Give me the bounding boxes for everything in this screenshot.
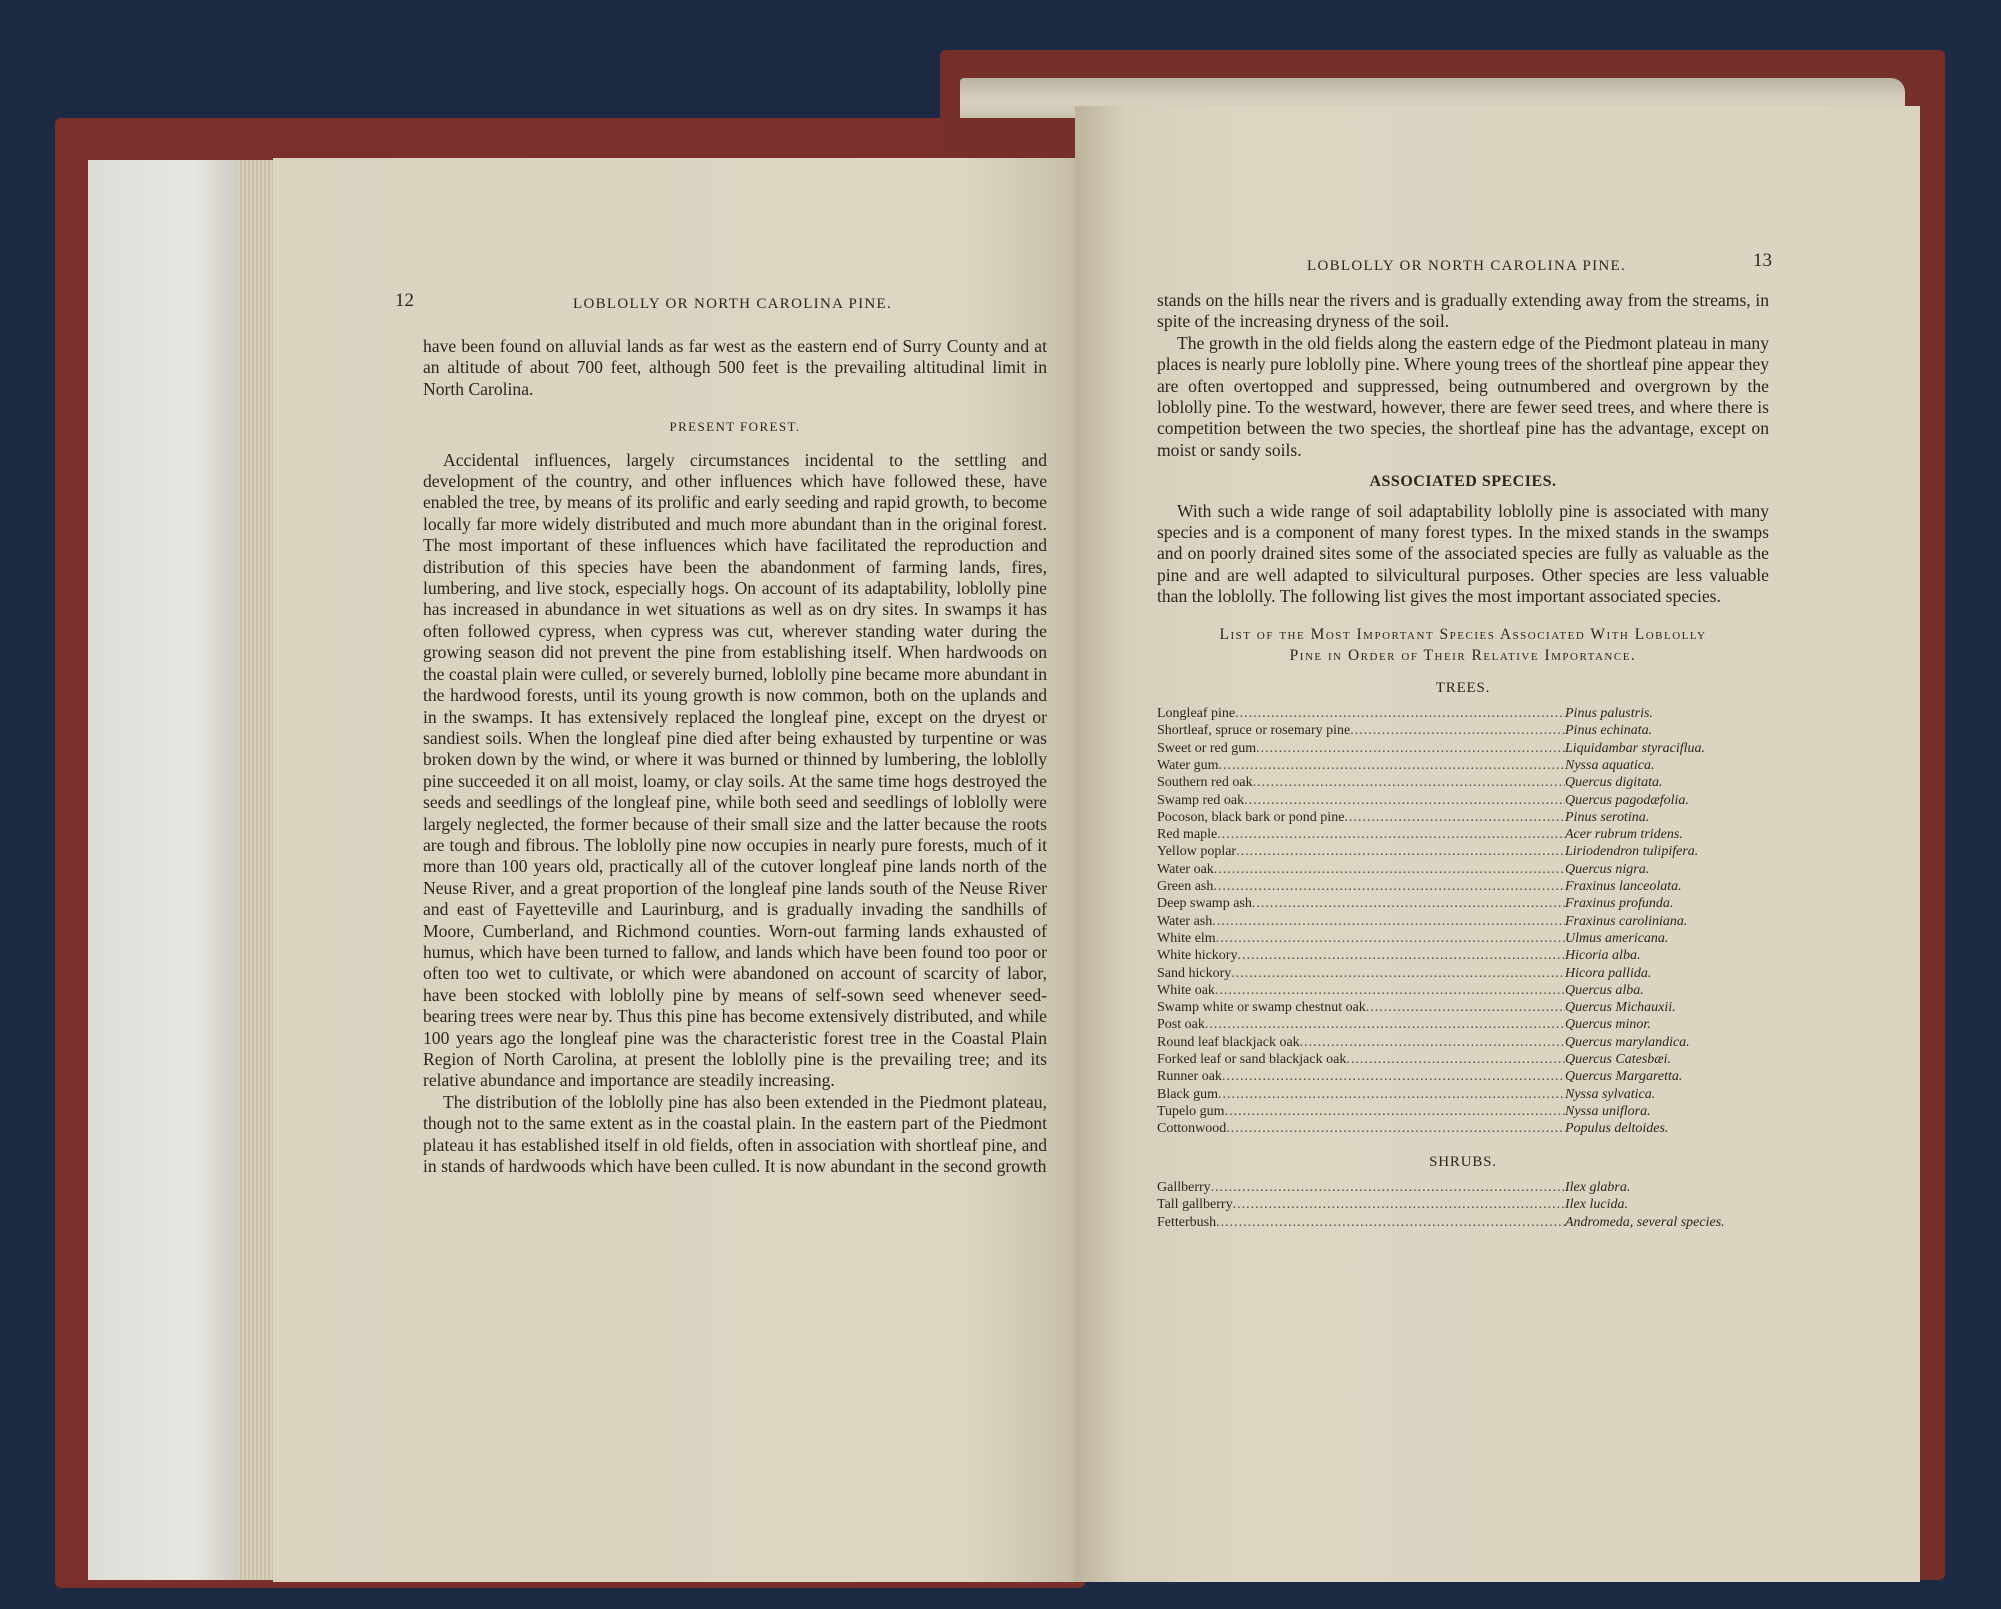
common-name: Southern red oak xyxy=(1157,775,1253,791)
common-name: Sand hickory xyxy=(1157,965,1232,981)
dot-leader xyxy=(1213,878,1565,895)
dot-leader xyxy=(1216,930,1565,947)
dot-leader xyxy=(1205,1016,1565,1033)
scientific-name: Quercus nigra. xyxy=(1565,861,1650,877)
common-name: Swamp white or swamp chestnut oak xyxy=(1157,1000,1366,1016)
dot-leader xyxy=(1237,947,1565,964)
section-heading: ASSOCIATED SPECIES. xyxy=(1369,473,1557,491)
species-row xyxy=(1157,999,1775,1016)
common-name: Tupelo gum xyxy=(1157,1103,1225,1119)
dot-leader xyxy=(1222,1068,1565,1085)
scientific-name: Fraxinus profunda. xyxy=(1565,896,1674,912)
species-row xyxy=(1157,843,1775,860)
common-name: Sweet or red gum xyxy=(1157,740,1257,756)
scientific-name: Andromeda, several species. xyxy=(1565,1214,1725,1230)
paragraph: The distribution of the loblolly pine has also been extended in the Piedmont plateau, though not to the same extent as in the coastal plain. In the eastern part of the Piedmont plateau it has established itself in old fields, often in association with shortleaf pine, and in stands of hardwoods which have been culled. It is now abundant in the second growth xyxy=(423,1091,1047,1177)
scientific-name: Quercus pagodæfolia. xyxy=(1565,792,1689,808)
scientific-name: Quercus minor. xyxy=(1565,1017,1651,1033)
common-name: Shortleaf, spruce or rosemary pine xyxy=(1157,723,1351,739)
scientific-name: Pinus serotina. xyxy=(1565,809,1650,825)
species-row xyxy=(1157,757,1775,774)
dot-leader xyxy=(1233,1196,1565,1213)
dot-leader xyxy=(1235,705,1565,722)
species-row xyxy=(1157,1120,1775,1137)
common-name: Green ash xyxy=(1157,879,1214,895)
left-running-head xyxy=(395,290,1085,336)
species-row xyxy=(1157,930,1775,947)
dot-leader xyxy=(1212,913,1565,930)
paragraph: The growth in the old fields along the eastern edge of the Piedmont plateau in many places is nearly pure loblolly pine. Where young trees of the shortleaf pine appear they are often overtopped and suppressed, being outnumbered and overgrown by the loblolly pine. To the westward, however, there are fewer seed trees, and where there is competition between the two species, the shortleaf pine has the advantage, except on moist or sandy soils. xyxy=(1157,332,1769,460)
species-row xyxy=(1157,982,1775,999)
trees-list xyxy=(1157,705,1775,1137)
species-row xyxy=(1157,878,1775,895)
common-name: Post oak xyxy=(1157,1017,1205,1033)
species-row xyxy=(1157,740,1775,757)
scientific-name: Ilex glabra. xyxy=(1565,1179,1631,1195)
scientific-name: Fraxinus lanceolata. xyxy=(1565,879,1682,895)
species-row xyxy=(1157,1214,1775,1231)
dot-leader xyxy=(1253,774,1565,791)
section-heading: PRESENT FOREST. xyxy=(669,419,801,435)
species-row xyxy=(1157,913,1775,930)
dot-leader xyxy=(1211,1179,1565,1196)
right-body xyxy=(1157,290,1769,1231)
dot-leader xyxy=(1214,861,1565,878)
species-row xyxy=(1157,1016,1775,1033)
dot-leader xyxy=(1236,843,1565,860)
species-row xyxy=(1157,895,1775,912)
shrubs-heading: SHRUBS. xyxy=(1429,1153,1497,1170)
scientific-name: Nyssa sylvatica. xyxy=(1565,1086,1656,1102)
dot-leader xyxy=(1366,999,1565,1016)
dot-leader xyxy=(1225,1103,1565,1120)
trees-heading: TREES. xyxy=(1435,679,1491,696)
paragraph: have been found on alluvial lands as far west as the eastern end of Surry County and at an altitude of about 700 feet, although 500 feet is the prevailing altitudinal limit in North Carolina. xyxy=(423,336,1047,399)
scientific-name: Liquidambar styraciflua. xyxy=(1565,740,1706,756)
running-title: LOBLOLLY OR NORTH CAROLINA PINE. xyxy=(573,296,893,312)
common-name: Pocoson, black bark or pond pine xyxy=(1157,809,1345,825)
species-row xyxy=(1157,1179,1775,1196)
dot-leader xyxy=(1215,982,1565,999)
species-row xyxy=(1157,722,1775,739)
shrubs-list xyxy=(1157,1179,1775,1231)
dot-leader xyxy=(1344,809,1565,826)
common-name: Red maple xyxy=(1157,827,1218,843)
species-row xyxy=(1157,1034,1775,1051)
scientific-name: Ulmus americana. xyxy=(1565,930,1669,946)
scientific-name: Acer rubrum tridens. xyxy=(1565,827,1683,843)
dot-leader xyxy=(1346,1051,1565,1068)
right-page xyxy=(1075,106,1920,1582)
common-name: Longleaf pine xyxy=(1157,706,1236,722)
scientific-name: Pinus echinata. xyxy=(1565,723,1653,739)
scientific-name: Nyssa aquatica. xyxy=(1565,757,1655,773)
scientific-name: Populus deltoides. xyxy=(1565,1121,1669,1137)
scientific-name: Nyssa uniflora. xyxy=(1565,1103,1651,1119)
list-title xyxy=(1157,624,1769,666)
species-row xyxy=(1157,705,1775,722)
paragraph: With such a wide range of soil adaptability loblolly pine is associated with many species and is a component of many forest types. In the mixed stands in the swamps and on poorly drained sites some of the associated species are fully as valuable as the pine and are well adapted to silvicultural purposes. Other species are less valuable than the loblolly. The following list gives the most important associated species. xyxy=(1157,500,1769,607)
scientific-name: Pinus palustris. xyxy=(1565,706,1653,722)
species-row xyxy=(1157,1068,1775,1085)
scientific-name: Quercus Margaretta. xyxy=(1565,1069,1683,1085)
common-name: White oak xyxy=(1157,982,1215,998)
page-number: 12 xyxy=(395,290,414,311)
dot-leader xyxy=(1252,895,1565,912)
left-page xyxy=(273,158,1085,1582)
list-title-line: List of the Most Important Species Associated With Loblolly xyxy=(1219,625,1707,643)
scientific-name: Quercus Catesbæi. xyxy=(1565,1052,1672,1068)
species-row xyxy=(1157,947,1775,964)
species-row xyxy=(1157,965,1775,982)
species-row xyxy=(1157,792,1775,809)
scientific-name: Fraxinus caroliniana. xyxy=(1565,913,1688,929)
common-name: Cottonwood xyxy=(1157,1121,1227,1137)
common-name: Round leaf blackjack oak xyxy=(1157,1034,1300,1050)
dot-leader xyxy=(1300,1034,1565,1051)
dot-leader xyxy=(1216,1214,1565,1231)
common-name: Swamp red oak xyxy=(1157,792,1245,808)
scientific-name: Quercus marylandica. xyxy=(1565,1034,1690,1050)
common-name: White elm xyxy=(1157,930,1216,946)
species-row xyxy=(1157,1103,1775,1120)
right-running-head xyxy=(1157,250,1920,290)
common-name: Yellow poplar xyxy=(1157,844,1237,860)
paragraph: stands on the hills near the rivers and is gradually extending away from the streams, in spite of the increasing dryness of the soil. xyxy=(1157,290,1769,332)
species-row xyxy=(1157,809,1775,826)
scientific-name: Ilex lucida. xyxy=(1565,1197,1628,1213)
paragraph: Accidental influences, largely circumstances incidental to the settling and development of the country, and other influences which have followed these, have enabled the tree, by means of its prolific and early seeding and rapid growth, to become locally far more widely distributed and much more abundant than in the original forest. The most important of these influences which have facilitated the reproduction and distribution of this species have been the abandonment of farming lands, fires, lumbering, and live stock, especially hogs. On account of its adaptability, loblolly pine has increased in abundance in wet situations as well as on dry sites. In swamps it has often followed cypress, when cypress was cut, wherever standing water during the growing season did not prevent the pine from establishing itself. When hardwoods on the coastal plain were culled, or severely burned, loblolly pine became more abundant in the hardwood forests, until its young growth is now common, both on the uplands and in the swamps. It has extensively replaced the longleaf pine, except on the dryest or sandiest soils. When the longleaf pine died after being exhausted by turpentine or was broken down by the wind, or where it was burned or thinned by lumbering, the loblolly pine succeeded it on all moist, loamy, or clay soils. At the same time hogs destroyed the seeds and seedlings of the longleaf pine, while both seed and seedlings of loblolly were largely neglected, the former because of their small size and the latter because the roots are tough and fibrous. The loblolly pine now occupies in nearly pure forests, much of it more than 100 years old, practically all of the cutover longleaf pine lands north of the Neuse River, and a great proportion of the longleaf pine lands south of the Neuse River and east of Fayetteville and Laurinburg, and is gradually invading the sandhills of Moore, Cumberland, and Richmond counties. Worn-out farming lands exhausted of humus, which have been turned to fallow, and lands which have been found too poor or often too wet to cultivate, or which were abandoned on account of scarcity of labor, have been stocked with loblolly pine by means of self-sown seed whenever seed-bearing trees were near by. Thus this pine has become extensively distributed, and while 100 years ago the longleaf pine was the characteristic forest tree in the Coastal Plain Region of North Carolina, at present the loblolly pine is the prevailing tree; and its relative abundance and importance are steadily increasing. xyxy=(423,449,1047,1091)
scientific-name: Hicora pallida. xyxy=(1565,965,1652,981)
common-name: Forked leaf or sand blackjack oak xyxy=(1157,1052,1347,1068)
scientific-name: Quercus alba. xyxy=(1565,982,1644,998)
left-body xyxy=(423,336,1047,1177)
species-row xyxy=(1157,1051,1775,1068)
species-row xyxy=(1157,826,1775,843)
dot-leader xyxy=(1226,1120,1565,1137)
species-row xyxy=(1157,1196,1775,1213)
flyleaf xyxy=(88,160,238,1580)
running-title: LOBLOLLY OR NORTH CAROLINA PINE. xyxy=(1307,258,1627,274)
dot-leader xyxy=(1256,740,1565,757)
dot-leader xyxy=(1218,757,1565,774)
common-name: White hickory xyxy=(1157,948,1238,964)
common-name: Tall gallberry xyxy=(1157,1197,1233,1213)
common-name: Deep swamp ash xyxy=(1157,896,1252,912)
dot-leader xyxy=(1217,826,1565,843)
dot-leader xyxy=(1231,965,1565,982)
common-name: Runner oak xyxy=(1157,1069,1222,1085)
scientific-name: Hicoria alba. xyxy=(1565,948,1641,964)
species-row xyxy=(1157,861,1775,878)
common-name: Gallberry xyxy=(1157,1179,1211,1195)
list-title-line: Pine in Order of Their Relative Importance. xyxy=(1289,646,1637,664)
page-number: 13 xyxy=(1753,250,1772,271)
dot-leader xyxy=(1244,792,1565,809)
scientific-name: Liriodendron tulipifera. xyxy=(1565,844,1699,860)
dot-leader xyxy=(1218,1086,1565,1103)
scientific-name: Quercus Michauxii. xyxy=(1565,1000,1676,1016)
species-row xyxy=(1157,1086,1775,1103)
common-name: Water gum xyxy=(1157,757,1219,773)
common-name: Water ash xyxy=(1157,913,1213,929)
dot-leader xyxy=(1350,722,1565,739)
common-name: Water oak xyxy=(1157,861,1214,877)
common-name: Black gum xyxy=(1157,1086,1219,1102)
scientific-name: Quercus digitata. xyxy=(1565,775,1663,791)
species-row xyxy=(1157,774,1775,791)
common-name: Fetterbush xyxy=(1157,1214,1217,1230)
page-edges-left xyxy=(238,160,273,1580)
